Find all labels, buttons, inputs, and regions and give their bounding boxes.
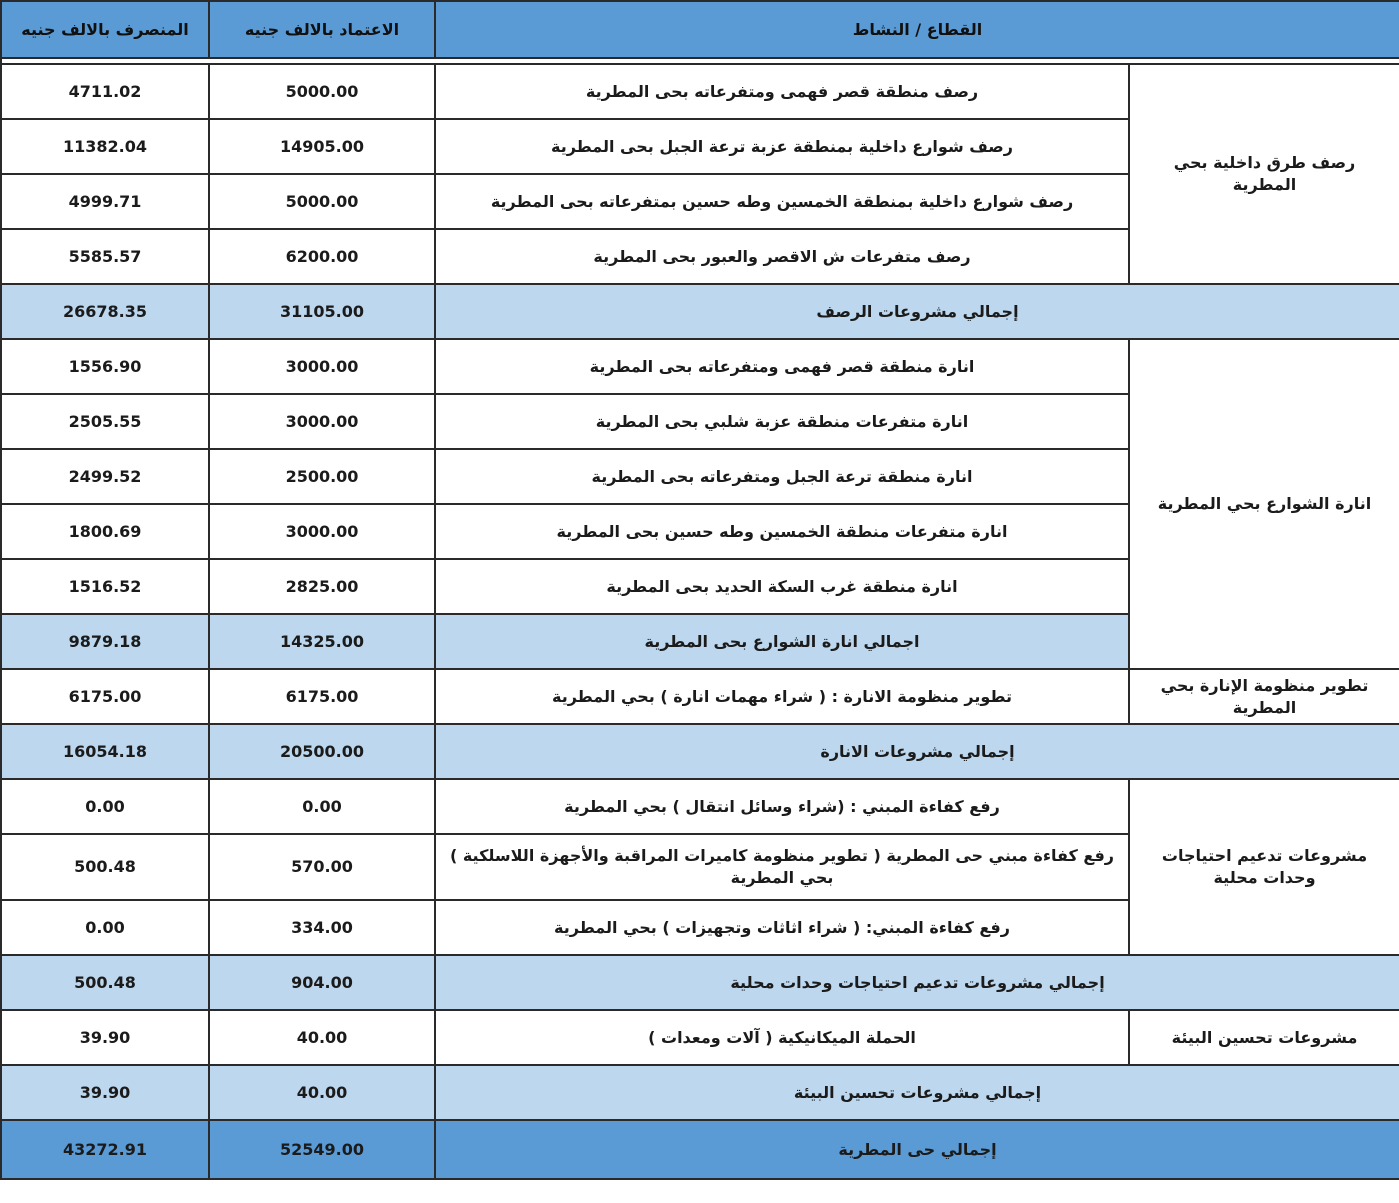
- activity-cell: رفع كفاءة مبني حى المطرية ( تطوير منظومة كاميرات المراقبة والأجهزة اللاسلكية ) بحي المطرية: [435, 834, 1129, 900]
- subtotal-approved-cell: 14325.00: [209, 614, 435, 669]
- sector-cell-lighting: انارة الشوارع بحي المطرية: [1129, 339, 1399, 669]
- approved-cell: 40.00: [209, 1010, 435, 1065]
- total-label-cell: إجمالي مشروعات تدعيم احتياجات وحدات محلية: [435, 955, 1399, 1010]
- approved-cell: 334.00: [209, 900, 435, 955]
- approved-cell: 5000.00: [209, 174, 435, 229]
- total-label-cell: إجمالي مشروعات الانارة: [435, 724, 1399, 779]
- approved-cell: 3000.00: [209, 339, 435, 394]
- sector-cell-lighting-system: تطوير منظومة الإنارة بحي المطرية: [1129, 669, 1399, 724]
- grand-total-approved-cell: 52549.00: [209, 1120, 435, 1179]
- approved-cell: 6175.00: [209, 669, 435, 724]
- subtotal-label-cell: اجمالي انارة الشوارع بحى المطرية: [435, 614, 1129, 669]
- activity-cell: رصف متفرعات ش الاقصر والعبور بحى المطرية: [435, 229, 1129, 284]
- total-row-paving: [1, 284, 1399, 339]
- activity-cell: تطوير منظومة الانارة : ( شراء مهمات انارة ) بحي المطرية: [435, 669, 1129, 724]
- activity-cell: انارة منطقة ترعة الجبل ومتفرعاته بحى المطرية: [435, 449, 1129, 504]
- total-approved-cell: 904.00: [209, 955, 435, 1010]
- approved-cell: 0.00: [209, 779, 435, 834]
- total-approved-cell: 20500.00: [209, 724, 435, 779]
- table-row: [1, 669, 1399, 724]
- sector-cell-environment: مشروعات تحسين البيئة: [1129, 1010, 1399, 1065]
- spent-cell: 2499.52: [1, 449, 209, 504]
- spent-cell: 5585.57: [1, 229, 209, 284]
- spent-cell: 0.00: [1, 900, 209, 955]
- spent-cell: 500.48: [1, 834, 209, 900]
- header-spent: المنصرف بالالف جنيه: [1, 1, 209, 58]
- approved-cell: 2825.00: [209, 559, 435, 614]
- approved-cell: 570.00: [209, 834, 435, 900]
- table-row: [1, 339, 1399, 394]
- total-spent-cell: 16054.18: [1, 724, 209, 779]
- spent-cell: 1556.90: [1, 339, 209, 394]
- approved-cell: 6200.00: [209, 229, 435, 284]
- activity-cell: رصف منطقة قصر فهمى ومتفرعاته بحى المطرية: [435, 64, 1129, 119]
- total-spent-cell: 500.48: [1, 955, 209, 1010]
- spent-cell: 0.00: [1, 779, 209, 834]
- spent-cell: 39.90: [1, 1010, 209, 1065]
- spent-cell: 11382.04: [1, 119, 209, 174]
- table-row: [1, 1010, 1399, 1065]
- total-label-cell: إجمالي مشروعات تحسين البيئة: [435, 1065, 1399, 1120]
- spent-cell: 4711.02: [1, 64, 209, 119]
- table-row: [1, 779, 1399, 834]
- header-approved: الاعتماد بالالف جنيه: [209, 1, 435, 58]
- table-row: [1, 64, 1399, 119]
- total-label-cell: إجمالي مشروعات الرصف: [435, 284, 1399, 339]
- activity-cell: الحملة الميكانيكية ( آلات ومعدات ): [435, 1010, 1129, 1065]
- spent-cell: 6175.00: [1, 669, 209, 724]
- grand-total-label-cell: إجمالي حى المطرية: [435, 1120, 1399, 1179]
- subtotal-spent-cell: 9879.18: [1, 614, 209, 669]
- total-row-environment: [1, 1065, 1399, 1120]
- activity-cell: انارة متفرعات منطقة الخمسين وطه حسين بحى المطرية: [435, 504, 1129, 559]
- approved-cell: 14905.00: [209, 119, 435, 174]
- activity-cell: انارة منطقة قصر فهمى ومتفرعاته بحى المطرية: [435, 339, 1129, 394]
- spent-cell: 1516.52: [1, 559, 209, 614]
- activity-cell: رصف شوارع داخلية بمنطقة الخمسين وطه حسين بمتفرعاته بحى المطرية: [435, 174, 1129, 229]
- total-spent-cell: 39.90: [1, 1065, 209, 1120]
- activity-cell: رفع كفاءة المبني : (شراء وسائل انتقال ) بحي المطرية: [435, 779, 1129, 834]
- activity-cell: انارة منطقة غرب السكة الحديد بحى المطرية: [435, 559, 1129, 614]
- header-row: [1, 1, 1399, 58]
- approved-cell: 3000.00: [209, 394, 435, 449]
- spent-cell: 2505.55: [1, 394, 209, 449]
- grand-total-row: [1, 1120, 1399, 1179]
- header-activity: القطاع / النشاط: [435, 1, 1399, 58]
- approved-cell: 2500.00: [209, 449, 435, 504]
- activity-cell: رفع كفاءة المبني: ( شراء اثاثات وتجهيزات ) بحي المطرية: [435, 900, 1129, 955]
- grand-total-spent-cell: 43272.91: [1, 1120, 209, 1179]
- spent-cell: 4999.71: [1, 174, 209, 229]
- approved-cell: 3000.00: [209, 504, 435, 559]
- spent-cell: 1800.69: [1, 504, 209, 559]
- sector-cell-paving: رصف طرق داخلية بحي المطرية: [1129, 64, 1399, 284]
- total-spent-cell: 26678.35: [1, 284, 209, 339]
- activity-cell: انارة متفرعات منطقة عزبة شلبي بحى المطرية: [435, 394, 1129, 449]
- activity-cell: رصف شوارع داخلية بمنطقة عزبة ترعة الجبل بحى المطرية: [435, 119, 1129, 174]
- total-approved-cell: 31105.00: [209, 284, 435, 339]
- total-row-local-units: [1, 955, 1399, 1010]
- approved-cell: 5000.00: [209, 64, 435, 119]
- sector-cell-local-units: مشروعات تدعيم احتياجات وحدات محلية: [1129, 779, 1399, 955]
- total-approved-cell: 40.00: [209, 1065, 435, 1120]
- total-row-lighting: [1, 724, 1399, 779]
